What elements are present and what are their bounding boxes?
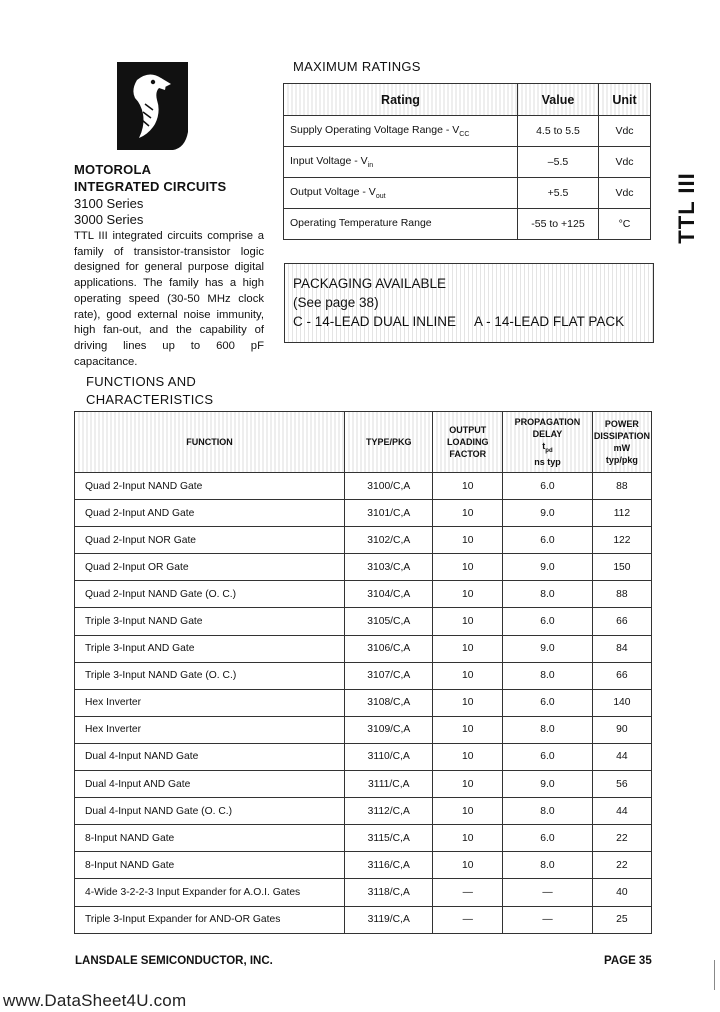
type-cell: 3111/C,A <box>345 771 433 798</box>
rating-value: –5.5 <box>518 147 599 178</box>
value-header: Value <box>518 84 599 116</box>
delay-cell: 9.0 <box>503 635 593 662</box>
rating-param: Output Voltage - $V_{out}$ <box>284 178 518 209</box>
table-row <box>75 635 652 662</box>
series-3000: 3000 Series <box>74 212 144 227</box>
functions-body <box>75 473 652 934</box>
power-cell: 150 <box>592 554 651 581</box>
type-cell: 3101/C,A <box>345 500 433 527</box>
side-label: TTL III <box>674 172 699 244</box>
table-row <box>75 554 652 581</box>
delay-cell: 6.0 <box>503 825 593 852</box>
loading-cell: — <box>433 906 503 933</box>
table-row <box>75 473 652 500</box>
power-cell: 88 <box>592 581 651 608</box>
rating-unit: Vdc <box>599 178 651 209</box>
table-row <box>75 879 652 906</box>
packaging-box <box>284 263 654 343</box>
company-name: MOTOROLA <box>74 162 152 177</box>
loading-header: OUTPUT LOADING FACTOR <box>433 412 503 473</box>
rating-unit: °C <box>599 209 651 240</box>
delay-cell: — <box>503 906 593 933</box>
loading-cell: 10 <box>433 771 503 798</box>
function-cell: 4-Wide 3-2-2-3 Input Expander for A.O.I. Gates <box>75 879 345 906</box>
characteristics-heading: CHARACTERISTICS <box>86 392 214 407</box>
functions-heading: FUNCTIONS AND <box>86 374 197 389</box>
power-cell: 122 <box>592 527 651 554</box>
delay-header: PROPAGATION DELAY $t_{pd}$ ns typ <box>503 412 593 473</box>
table-row <box>75 906 652 933</box>
type-header: TYPE/PKG <box>345 412 433 473</box>
eagle-logo-icon <box>115 60 190 152</box>
loading-cell: 10 <box>433 689 503 716</box>
table-row <box>284 209 651 240</box>
power-cell: 66 <box>592 662 651 689</box>
delay-cell: 6.0 <box>503 689 593 716</box>
delay-cell: 9.0 <box>503 771 593 798</box>
type-cell: 3110/C,A <box>345 743 433 770</box>
power-cell: 140 <box>592 689 651 716</box>
rating-unit: Vdc <box>599 147 651 178</box>
loading-cell: 10 <box>433 716 503 743</box>
loading-cell: — <box>433 879 503 906</box>
table-row <box>75 771 652 798</box>
type-cell: 3107/C,A <box>345 662 433 689</box>
delay-cell: 9.0 <box>503 554 593 581</box>
power-cell: 22 <box>592 825 651 852</box>
rating-value: +5.5 <box>518 178 599 209</box>
type-cell: 3103/C,A <box>345 554 433 581</box>
loading-cell: 10 <box>433 554 503 581</box>
rating-value: -55 to +125 <box>518 209 599 240</box>
table-row <box>75 825 652 852</box>
loading-cell: 10 <box>433 500 503 527</box>
loading-cell: 10 <box>433 608 503 635</box>
unit-header: Unit <box>599 84 651 116</box>
rating-param: Supply Operating Voltage Range - $V_{CC}$ <box>284 116 518 147</box>
series-3100: 3100 Series <box>74 196 144 211</box>
table-row <box>284 178 651 209</box>
power-cell: 66 <box>592 608 651 635</box>
type-cell: 3100/C,A <box>345 473 433 500</box>
rating-unit: Vdc <box>599 116 651 147</box>
loading-cell: 10 <box>433 798 503 825</box>
table-row <box>75 689 652 716</box>
page-number: PAGE 35 <box>604 955 652 967</box>
delay-cell: 6.0 <box>503 743 593 770</box>
function-cell: Quad 2-Input NAND Gate (O. C.) <box>75 581 345 608</box>
function-cell: Hex Inverter <box>75 716 345 743</box>
margin-mark <box>714 960 715 990</box>
watermark-link[interactable]: www.DataSheet4U.com <box>3 991 187 1010</box>
type-cell: 3102/C,A <box>345 527 433 554</box>
table-row <box>75 500 652 527</box>
delay-cell: 8.0 <box>503 798 593 825</box>
rating-header: Rating <box>284 84 518 116</box>
table-row <box>75 798 652 825</box>
function-cell: Dual 4-Input AND Gate <box>75 771 345 798</box>
loading-cell: 10 <box>433 743 503 770</box>
delay-cell: 8.0 <box>503 581 593 608</box>
function-cell: Triple 3-Input NAND Gate (O. C.) <box>75 662 345 689</box>
function-cell: Hex Inverter <box>75 689 345 716</box>
table-header-row <box>75 412 652 473</box>
company-division: INTEGRATED CIRCUITS <box>74 179 227 194</box>
loading-cell: 10 <box>433 581 503 608</box>
delay-cell: — <box>503 879 593 906</box>
function-cell: 8-Input NAND Gate <box>75 852 345 879</box>
loading-cell: 10 <box>433 662 503 689</box>
power-cell: 88 <box>592 473 651 500</box>
table-row <box>75 527 652 554</box>
functions-table <box>74 411 652 934</box>
type-cell: 3109/C,A <box>345 716 433 743</box>
table-header-row <box>284 84 651 116</box>
loading-cell: 10 <box>433 852 503 879</box>
power-cell: 56 <box>592 771 651 798</box>
max-ratings-heading: MAXIMUM RATINGS <box>293 59 421 74</box>
function-cell: Dual 4-Input NAND Gate <box>75 743 345 770</box>
packaging-title: PACKAGING AVAILABLE <box>293 276 447 291</box>
function-cell: 8-Input NAND Gate <box>75 825 345 852</box>
function-cell: Quad 2-Input AND Gate <box>75 500 345 527</box>
delay-cell: 8.0 <box>503 662 593 689</box>
function-cell: Triple 3-Input Expander for AND-OR Gates <box>75 906 345 933</box>
table-row <box>75 852 652 879</box>
type-cell: 3116/C,A <box>345 852 433 879</box>
loading-cell: 10 <box>433 527 503 554</box>
table-row <box>284 116 651 147</box>
power-header: POWER DISSIPATION mW typ/pkg <box>592 412 651 473</box>
delay-cell: 6.0 <box>503 608 593 635</box>
rating-param: Input Voltage - $V_{in}$ <box>284 147 518 178</box>
power-cell: 90 <box>592 716 651 743</box>
type-cell: 3106/C,A <box>345 635 433 662</box>
packaging-options: C - 14-LEAD DUAL INLINE A - 14-LEAD FLAT PACK <box>293 314 625 329</box>
type-cell: 3119/C,A <box>345 906 433 933</box>
rating-value: 4.5 to 5.5 <box>518 116 599 147</box>
delay-cell: 6.0 <box>503 527 593 554</box>
footer-company: LANSDALE SEMICONDUCTOR, INC. <box>75 955 273 967</box>
power-cell: 22 <box>592 852 651 879</box>
power-cell: 112 <box>592 500 651 527</box>
power-cell: 44 <box>592 743 651 770</box>
table-row <box>75 608 652 635</box>
loading-cell: 10 <box>433 635 503 662</box>
packaging-ref: (See page 38) <box>293 295 379 310</box>
function-cell: Triple 3-Input AND Gate <box>75 635 345 662</box>
type-cell: 3104/C,A <box>345 581 433 608</box>
delay-cell: 9.0 <box>503 500 593 527</box>
delay-cell: 8.0 <box>503 716 593 743</box>
max-ratings-table <box>283 83 651 240</box>
function-cell: Quad 2-Input OR Gate <box>75 554 345 581</box>
function-cell: Quad 2-Input NAND Gate <box>75 473 345 500</box>
rating-param: Operating Temperature Range <box>284 209 518 240</box>
power-cell: 25 <box>592 906 651 933</box>
delay-cell: 8.0 <box>503 852 593 879</box>
power-cell: 44 <box>592 798 651 825</box>
function-cell: Triple 3-Input NAND Gate <box>75 608 345 635</box>
table-row <box>284 147 651 178</box>
type-cell: 3115/C,A <box>345 825 433 852</box>
table-row <box>75 581 652 608</box>
table-row <box>75 743 652 770</box>
type-cell: 3105/C,A <box>345 608 433 635</box>
type-cell: 3108/C,A <box>345 689 433 716</box>
loading-cell: 10 <box>433 473 503 500</box>
type-cell: 3118/C,A <box>345 879 433 906</box>
delay-cell: 6.0 <box>503 473 593 500</box>
loading-cell: 10 <box>433 825 503 852</box>
table-row <box>75 662 652 689</box>
table-row <box>75 716 652 743</box>
function-header: FUNCTION <box>75 412 345 473</box>
function-cell: Quad 2-Input NOR Gate <box>75 527 345 554</box>
power-cell: 40 <box>592 879 651 906</box>
intro-paragraph: TTL III integrated circuits comprise a family of transistor-transistor logic designed for general purpose digital applications. The family has a high operating speed (30-50 MHz clock rate), good external noise immunity, high fan-out, and the capability of driving lines up to 600 pF capacitance. <box>74 230 264 368</box>
type-cell: 3112/C,A <box>345 798 433 825</box>
function-cell: Dual 4-Input NAND Gate (O. C.) <box>75 798 345 825</box>
power-cell: 84 <box>592 635 651 662</box>
